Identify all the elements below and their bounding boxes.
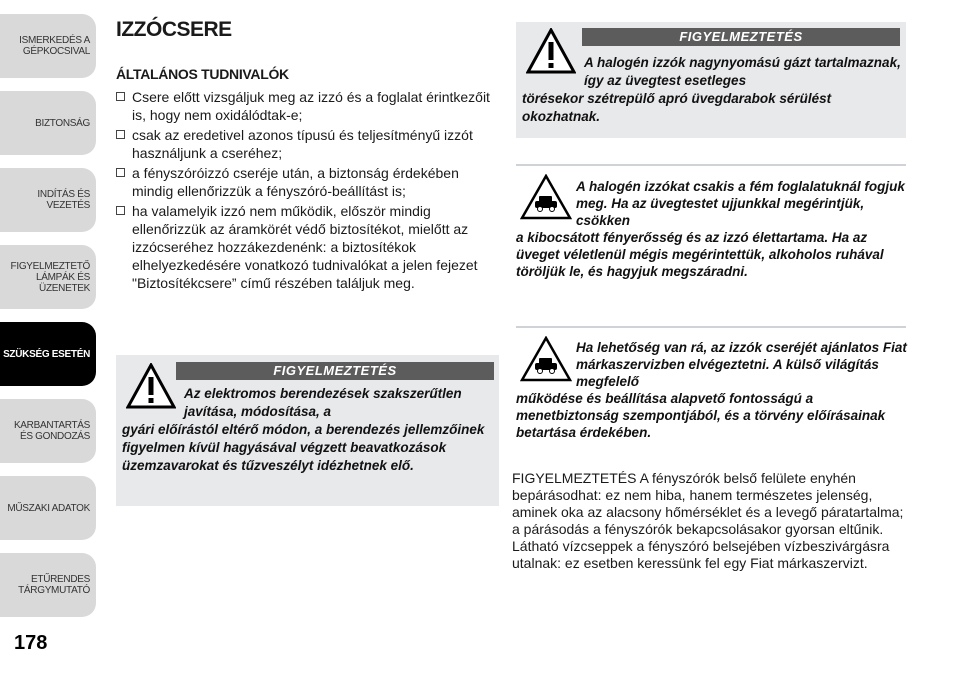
warning-box-halogen [516, 22, 906, 138]
note-divider [516, 164, 906, 166]
tab-karbantartas[interactable]: KARBANTARTÁS ÉS GONDOZÁS [0, 399, 96, 463]
note-fiat-service: Ha lehetőség van rá, az izzók cseréjét ajánlatos Fiat márkaszervizben elvégeztetni. A külső világítás megfelelő működése és beállítása alapvető fontosságú a menetbiztonság szempontjából, és a törvény előírásainak betartása érdekében. [516, 340, 907, 440]
body-paragraph: FIGYELMEZTETÉS A fényszórók belső felülete enyhén bepárásodhat: ez nem hiba, hanem természetes jelenség, aminek oka az alacsony hőmérséklet és a levegő páratartalma; a párásodás a fényszórók bekapcsolásakor gyorsan eltűnik. Látható vízcseppek a fényszóró belsejében vízbeszivárgásra utalnak: ez esetben keressünk fel egy Fiat márkaszervizt. [512, 470, 904, 571]
warning-text: A halogén izzók nagynyomású gázt tartalmaznak, így az üvegtest esetleges törésekor szétrepülő apró üvegdarabok sérülést okozhatnak. [522, 55, 901, 124]
tab-szukseg-eseten[interactable]: SZÜKSÉG ESETÉN [0, 322, 96, 386]
tab-targymutato[interactable]: ETŰRENDES TÁRGYMUTATÓ [0, 553, 96, 617]
page-number: 178 [14, 632, 48, 654]
section-subtitle: ÁLTALÁNOS TUDNIVALÓK [116, 66, 289, 82]
page-title: IZZÓCSERE [116, 18, 232, 41]
warning-box-electrical [116, 355, 499, 506]
warning-header: FIGYELMEZTETÉS [176, 362, 494, 380]
tab-muszaki-adatok[interactable]: MŰSZAKI ADATOK [0, 476, 96, 540]
checkbox-bullet-icon [116, 206, 125, 215]
tab-inditas[interactable]: INDÍTÁS ÉS VEZETÉS [0, 168, 96, 232]
checkbox-bullet-icon [116, 168, 125, 177]
list-item: Csere előtt vizsgáljuk meg az izzó és a foglalat érintkezőit is, hogy nem oxidálódtak-e; [116, 88, 500, 124]
warning-header: FIGYELMEZTETÉS [582, 28, 900, 46]
tab-biztonsag[interactable]: BIZTONSÁG [0, 91, 96, 155]
warning-text: Az elektromos berendezések szakszerűtlen javítása, módosítása, a gyári előírástól eltérő módon, a berendezés jellemzőinek figyelmen kívül hagyásával végzett beavatkozások üzemzavarokat és tűzveszélyt idézhetnek elő. [122, 386, 485, 473]
checkbox-bullet-icon [116, 92, 125, 101]
list-item: csak az eredetivel azonos típusú és teljesítményű izzót használjunk a cseréhez; [116, 126, 500, 162]
tab-figyelmezteto[interactable]: FIGYELMEZTETŐ LÁMPÁK ÉS ÜZENETEK [0, 245, 96, 309]
list-item: a fényszóróizzó cseréje után, a biztonság érdekében mindig ellenőrizzük a fényszóró-beállítást is; [116, 164, 500, 200]
checkbox-bullet-icon [116, 130, 125, 139]
bullet-list [116, 88, 500, 292]
tab-ismerkedes[interactable]: ISMERKEDÉS A GÉPKOCSIVAL [0, 14, 96, 78]
note-halogen-handling: A halogén izzókat csakis a fém foglalatuknál fogjuk meg. Ha az üvegtestet ujjunkkal megérintjük, csökken a kibocsátott fényerősség és az izzó élettartama. Ha az üveget véletlenül mégis megérintettük, alkoholos ruhával töröljük le, és hagyjuk megszáradni. [516, 179, 905, 279]
note-divider [516, 326, 906, 328]
main-column-left [116, 18, 500, 294]
chapter-tabs [0, 0, 100, 620]
list-item: ha valamelyik izzó nem működik, először mindig ellenőrizzük az áramkörét védő biztosítékot, mielőtt az izzócseréhez hozzákezdenénk: a biztosítékok elhelyezkedésére vonatkozó tudnivalókat a jelen fejezet "Biztosítékcsere” című részében találjuk meg. [116, 202, 500, 292]
